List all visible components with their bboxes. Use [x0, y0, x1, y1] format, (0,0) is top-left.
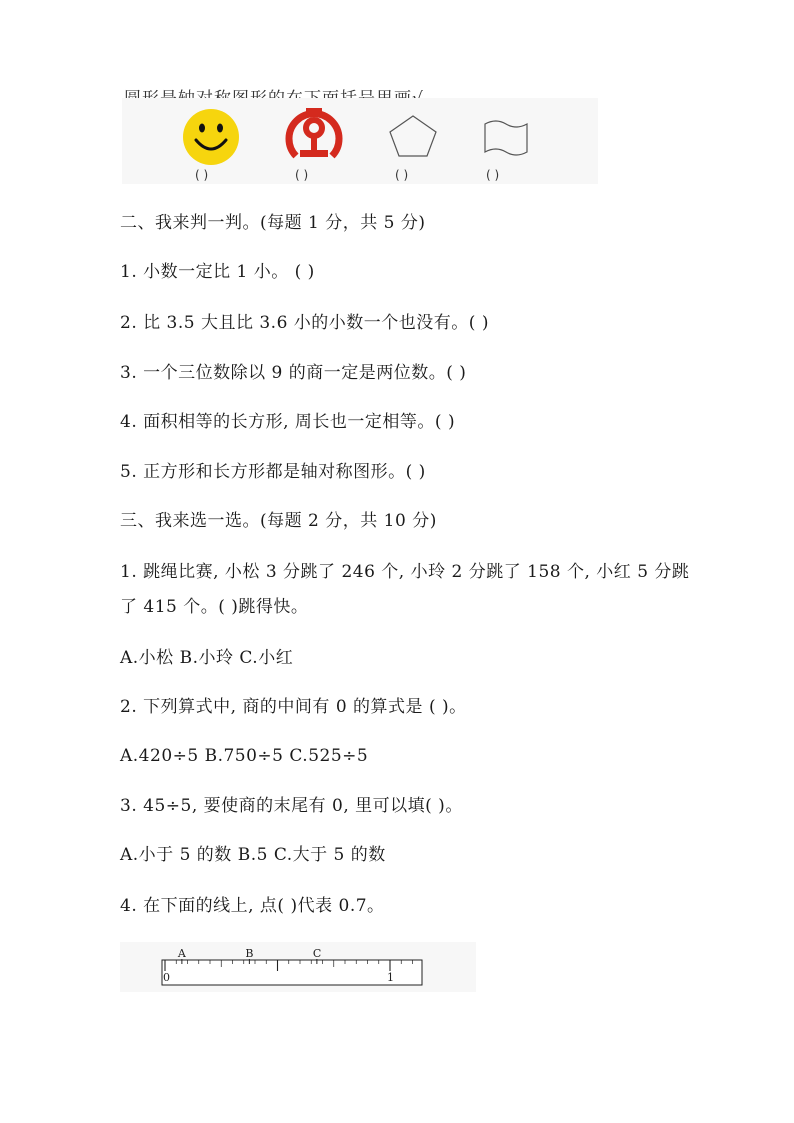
choice-q1-line2[interactable]: 了 415 个。( )跳得快。 — [120, 597, 309, 617]
choice-q1-options[interactable]: A.小松 B.小玲 C.小红 — [120, 648, 294, 668]
choice-q3[interactable]: 3. 45÷5, 要使商的末尾有 0, 里可以填( )。 — [120, 796, 463, 816]
choice-q4[interactable]: 4. 在下面的线上, 点( )代表 0.7。 — [120, 896, 385, 916]
section3-title: 三、我来选一选。(每题 2 分，共 10 分) — [120, 511, 437, 531]
judge-item-4[interactable]: 4. 面积相等的长方形, 周长也一定相等。( ) — [120, 412, 456, 432]
railway-logo-icon — [286, 104, 342, 166]
section2-title: 二、我来判一判。(每题 1 分，共 5 分) — [120, 213, 426, 233]
choice-q2-options[interactable]: A.420÷5 B.750÷5 C.525÷5 — [120, 746, 369, 766]
ruler-point-b: B — [245, 947, 254, 960]
judge-item-1[interactable]: 1. 小数一定比 1 小。 ( ) — [120, 262, 315, 282]
choice-q2[interactable]: 2. 下列算式中, 商的中间有 0 的算式是 ( )。 — [120, 697, 467, 717]
judge-item-3[interactable]: 3. 一个三位数除以 9 的商一定是两位数。( ) — [120, 363, 467, 383]
ruler-point-a: A — [177, 947, 186, 960]
ruler-point-c: C — [312, 947, 322, 960]
ruler-label-end: 1 — [387, 971, 394, 984]
cut-off-instruction — [124, 80, 424, 94]
number-line-figure — [120, 942, 476, 992]
number-line — [120, 942, 476, 992]
ruler-frame — [162, 960, 422, 985]
ruler-label-start: 0 — [163, 971, 170, 984]
choice-q3-options[interactable]: A.小于 5 的数 B.5 C.大于 5 的数 — [120, 845, 386, 865]
answer-paren[interactable]: ( ) — [195, 168, 209, 182]
answer-paren[interactable]: ( ) — [486, 168, 500, 182]
judge-item-5[interactable]: 5. 正方形和长方形都是轴对称图形。( ) — [120, 462, 426, 482]
shapes-strip — [122, 98, 598, 184]
pentagon-icon — [388, 114, 438, 158]
answer-paren[interactable]: ( ) — [295, 168, 309, 182]
flag-icon — [482, 118, 530, 160]
choice-q1-line1: 1. 跳绳比赛, 小松 3 分跳了 246 个, 小玲 2 分跳了 158 个, 小红 5 分跳 — [120, 562, 690, 582]
answer-paren[interactable]: ( ) — [395, 168, 409, 182]
smiley-face-icon — [182, 108, 240, 166]
judge-item-2[interactable]: 2. 比 3.5 大且比 3.6 小的小数一个也没有。( ) — [120, 313, 489, 333]
